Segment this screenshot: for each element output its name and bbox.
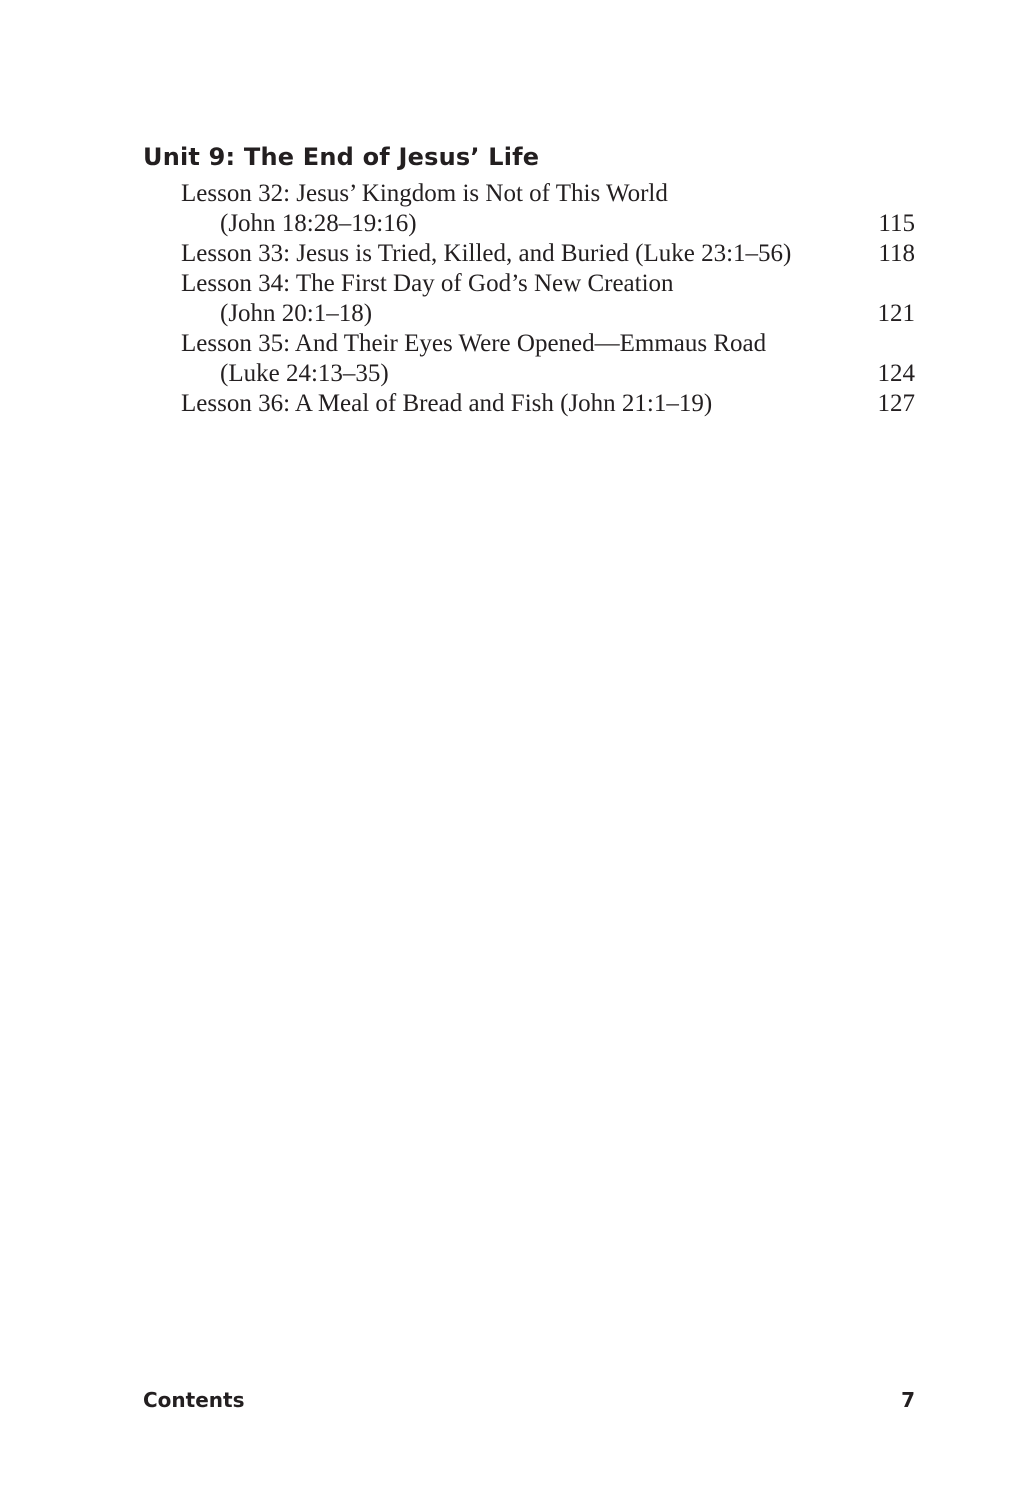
running-footer-section: Contents [143,1388,245,1412]
lesson-title: Lesson 35: And Their Eyes Were Opened—Emmaus Road [181,330,767,357]
table-of-contents [181,179,915,419]
lesson-title: Lesson 32: Jesus’ Kingdom is Not of This World [181,180,668,207]
toc-line [181,239,915,269]
page-number: 121 [877,300,915,327]
unit-heading: Unit 9: The End of Jesus’ Life [143,143,540,171]
toc-line [181,269,915,299]
page-number: 118 [878,240,915,267]
toc-line [181,179,915,209]
toc-entry-lesson-34[interactable] [181,269,915,329]
page-number: 115 [878,210,915,237]
toc-line [181,299,915,329]
lesson-reference: (Luke 24:13–35) [220,360,389,387]
page-number: 127 [877,390,915,417]
toc-entry-lesson-35[interactable] [181,329,915,389]
toc-line [181,359,915,389]
lesson-title: Lesson 33: Jesus is Tried, Killed, and Buried (Luke 23:1–56) [181,240,792,267]
toc-entry-lesson-36[interactable] [181,389,915,419]
lesson-title: Lesson 34: The First Day of God’s New Creation [181,270,674,297]
toc-line [181,329,915,359]
lesson-reference: (John 20:1–18) [220,300,373,327]
lesson-title: Lesson 36: A Meal of Bread and Fish (John 21:1–19) [181,390,713,417]
toc-entry-lesson-33[interactable] [181,239,915,269]
lesson-reference: (John 18:28–19:16) [220,210,417,237]
running-footer-page-number: 7 [901,1388,915,1412]
toc-entry-lesson-32[interactable] [181,179,915,239]
toc-line [181,209,915,239]
toc-line [181,389,915,419]
page-number: 124 [877,360,915,387]
